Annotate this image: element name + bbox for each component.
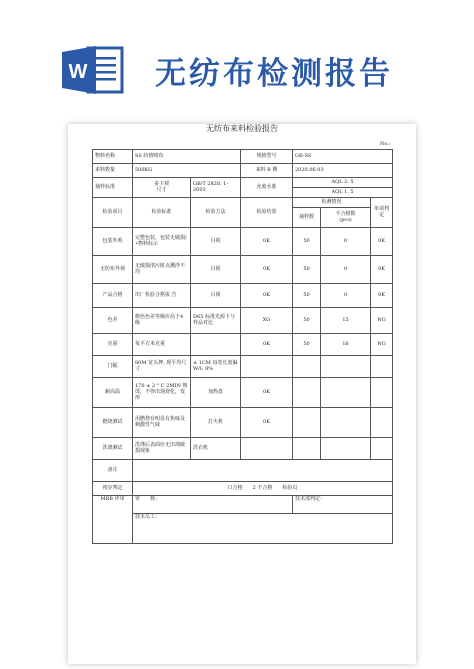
row-method <box>191 333 241 355</box>
judgment-row <box>93 481 393 495</box>
inspection-form-table <box>92 140 393 544</box>
row-sample: 50 <box>293 227 321 255</box>
row-sample: 50 <box>293 307 321 333</box>
col-method: 检验方法 <box>191 197 241 227</box>
row-sample <box>293 355 321 377</box>
table-row <box>93 283 393 307</box>
row-method: 目阅 <box>191 283 241 307</box>
word-document-icon <box>60 44 132 96</box>
column-header-row-1 <box>93 197 393 207</box>
row-standard: 无破损清污脏点溅浮不均 <box>133 255 191 283</box>
row-item: 产品合格 <box>93 283 133 307</box>
standard-reference-line1: 多下观 <box>153 180 169 187</box>
table-row <box>93 227 393 255</box>
row-defect <box>321 407 371 437</box>
tech-worker-row <box>93 513 393 543</box>
header <box>0 0 474 120</box>
row-method: 打火机 <box>191 407 241 437</box>
row-result: 0K <box>241 407 293 437</box>
review-label: 审 核： <box>133 495 293 513</box>
page-title: 无纺布检测报告 <box>155 56 393 92</box>
table-row <box>93 355 393 377</box>
row-item: 燃烧测试 <box>93 407 133 437</box>
row-item: 无纺布外观 <box>93 255 133 283</box>
row-standard: 80M 宽头押, 现平均尺寸 <box>133 355 191 377</box>
row-item: 包装外观 <box>93 227 133 255</box>
row-result: 0K <box>241 333 293 355</box>
row-standard: 完整包装，包装无破损/•物料标示 <box>133 227 191 255</box>
row-result: 0K <box>241 227 293 255</box>
standard-value: GB/T 2828. 1-2003 <box>191 177 241 197</box>
mrb-label: MRB 评审 <box>93 495 133 543</box>
row-standard: 每平方米克重 <box>133 333 191 355</box>
mrb-row <box>93 495 393 513</box>
row-verdict <box>371 407 393 437</box>
row-sample <box>293 437 321 459</box>
table-row <box>93 437 393 459</box>
row-result <box>241 437 293 459</box>
row-standard: 颜色色差等级应高于4级 <box>133 307 191 333</box>
table-row <box>93 307 393 333</box>
row-sample: 50 <box>293 255 321 283</box>
row-defect: 15 <box>321 307 371 333</box>
row-defect: 16 <box>321 333 371 355</box>
col-verdict-line2: 定 <box>379 212 385 218</box>
date-label: 来料 B 期 <box>241 163 293 177</box>
table-row <box>93 377 393 407</box>
spec-label: 规格型号 <box>241 149 293 163</box>
standard-reference-line2: 尺寸 <box>156 187 167 193</box>
row-item: 色差 <box>93 307 133 333</box>
row-item: 门幅 <box>93 355 133 377</box>
tech-worker-label: 技术员工： <box>133 513 393 543</box>
material-name-label: 物料名称 <box>93 149 133 163</box>
document-title: 无纺布来料检验报告 <box>206 124 278 133</box>
row-verdict: NG <box>371 333 393 355</box>
row-item: 洗涤测试 <box>93 437 133 459</box>
row-sample <box>293 407 321 437</box>
row-verdict <box>371 437 393 459</box>
spec-value: GB-SS <box>293 149 393 163</box>
row-sample: 50 <box>293 283 321 307</box>
material-name-value: SS 纺熔喷布 <box>133 149 241 163</box>
row-sample: 50 <box>293 333 321 355</box>
row-verdict: 0K <box>371 283 393 307</box>
form-no-row <box>93 140 393 149</box>
col-defect-count-line1: 不合格数 <box>335 210 356 217</box>
standard-row-1 <box>93 177 393 187</box>
row-verdict: NG <box>371 307 393 333</box>
judgment-label: 初步判定 <box>93 481 133 495</box>
row-defect <box>321 377 371 407</box>
row-standard: 洗涤后表面应无出现破损现象 <box>133 437 191 459</box>
row-result: XG <box>241 307 293 333</box>
row-standard: 170 ± 2 ° C 2MIN 熟烫，不得出现烧化，变形 <box>133 377 191 407</box>
row-method: 加热盘 <box>191 377 241 407</box>
row-standard: 用燃烧有明显有焦味及刺激性气味 <box>133 407 191 437</box>
quantity-value: 500KG <box>133 163 241 177</box>
row-method: ± 1CM 每卷长度偏 W/I: 8% <box>191 355 241 377</box>
row-method: 洗衣机 <box>191 437 241 459</box>
quantity-row <box>93 163 393 177</box>
aql-value-1: AQL 2. 5 <box>293 177 393 187</box>
row-result <box>241 355 293 377</box>
document-number-label: No.: <box>380 141 391 148</box>
row-defect: 0 <box>321 227 371 255</box>
standard-label: 抽样标准 <box>93 177 133 197</box>
col-verdict-line1: 单项判 <box>374 205 390 212</box>
notes-row <box>93 459 393 481</box>
col-detection-group: 检测情况 <box>293 197 371 207</box>
col-defect-count-line2: (pcs) <box>339 217 352 223</box>
judgment-options: 口合格 2 不合格 检验员 <box>133 481 393 495</box>
col-verdict <box>371 197 393 227</box>
col-result: 检验结果 <box>241 197 293 227</box>
row-item: 耐高温 <box>93 377 133 407</box>
col-item: 检验项目 <box>93 197 133 227</box>
row-defect <box>321 355 371 377</box>
aql-label: 允收水准 <box>241 177 293 197</box>
material-name-row <box>93 149 393 163</box>
row-verdict <box>371 355 393 377</box>
table-row <box>93 333 393 355</box>
quantity-label: 来料数量 <box>93 163 133 177</box>
table-row <box>93 407 393 437</box>
row-verdict <box>371 377 393 407</box>
row-defect: 0 <box>321 283 371 307</box>
table-row <box>93 255 393 283</box>
row-defect: 0 <box>321 255 371 283</box>
aql-value-2: AQL 1. 5 <box>293 187 393 197</box>
row-defect <box>321 437 371 459</box>
tech-dept-label: 技术部判定： <box>293 495 393 513</box>
svg-text:W: W <box>68 61 88 83</box>
notes-value <box>133 459 393 481</box>
date-value: 2020.06.03 <box>293 163 393 177</box>
col-standard: 检验标准 <box>133 197 191 227</box>
row-result: 0K <box>241 283 293 307</box>
col-sample-count: 抽样数 <box>293 207 321 227</box>
row-result: 0K <box>241 377 293 407</box>
row-method: 目视 <box>191 227 241 255</box>
row-item: 克重 <box>93 333 133 355</box>
row-method: 目视 <box>191 255 241 283</box>
row-result: 0K <box>241 255 293 283</box>
notes-label: 备注 <box>93 459 133 481</box>
standard-reference <box>133 177 191 197</box>
document-page <box>68 124 416 664</box>
row-method: D65 标准光源下与样品对比 <box>191 307 241 333</box>
row-standard: 出厂检验合格报 告 <box>133 283 191 307</box>
row-verdict: 0K <box>371 227 393 255</box>
row-verdict: 0K <box>371 255 393 283</box>
row-sample <box>293 377 321 407</box>
col-defect-count <box>321 207 371 227</box>
